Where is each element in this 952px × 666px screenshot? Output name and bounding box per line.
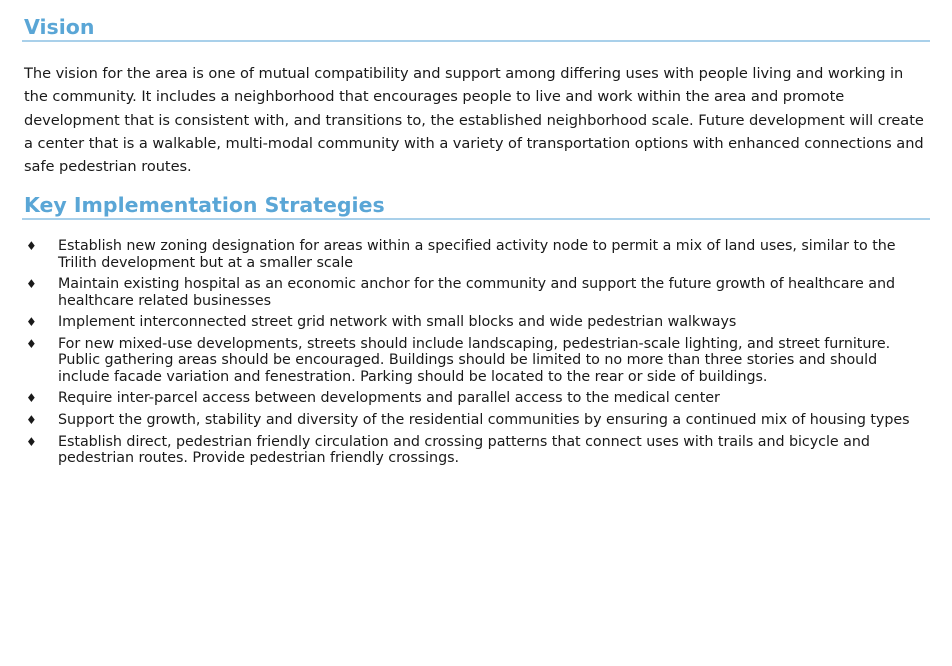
list-item: [22, 412, 928, 428]
diamond-bullet-icon: ♦: [26, 413, 37, 428]
list-item: [22, 336, 928, 385]
diamond-bullet-icon: ♦: [26, 239, 37, 254]
diamond-bullet-icon: ♦: [26, 277, 37, 292]
strategy-list: [22, 238, 928, 466]
strategies-heading: Key Implementation Strategies: [22, 192, 930, 220]
list-item-text: Require inter-parcel access between developments and parallel access to the medical center: [58, 390, 720, 407]
list-item-text: For new mixed-use developments, streets should include landscaping, pedestrian-scale lighting, and street furniture. Public gathering areas should be encouraged. Buildings should be limited to no more than three stories and should include facade variation and fenestration. Parking should be located to the rear or side of buildings.: [58, 336, 891, 385]
list-item: [22, 276, 928, 309]
list-item: [22, 314, 928, 330]
vision-paragraph: The vision for the area is one of mutual compatibility and support among differing uses with people living and working in the community. It includes a neighborhood that encourages people to live and work within the area and promote development that is consistent with, and transitions to, the established neighborhood scale. Future development will create a center that is a walkable, multi-modal community with a variety of transportation options with enhanced connections and safe pedestrian routes.: [24, 65, 924, 176]
diamond-bullet-icon: ♦: [26, 434, 37, 449]
list-item-text: Establish direct, pedestrian friendly circulation and crossing patterns that connect uses with trails and bicycle and pedestrian routes. Provide pedestrian friendly crossings.: [58, 433, 870, 467]
list-item-text: Maintain existing hospital as an economic anchor for the community and support the future growth of healthcare and healthcare related businesses: [58, 276, 896, 309]
vision-heading: Vision: [22, 0, 930, 42]
list-item-text: Implement interconnected street grid network with small blocks and wide pedestrian walkways: [58, 314, 737, 331]
list-item-text: Establish new zoning designation for areas within a specified activity node to permit a mix of land uses, similar to the Trilith development but at a smaller scale: [58, 238, 896, 271]
list-item: [22, 238, 928, 271]
list-item-text: Support the growth, stability and diversity of the residential communities by ensuring a continued mix of housing types: [58, 412, 910, 429]
diamond-bullet-icon: ♦: [26, 391, 37, 406]
list-item: [22, 434, 928, 467]
diamond-bullet-icon: ♦: [26, 315, 37, 330]
list-item: [22, 390, 928, 406]
diamond-bullet-icon: ♦: [26, 337, 37, 352]
